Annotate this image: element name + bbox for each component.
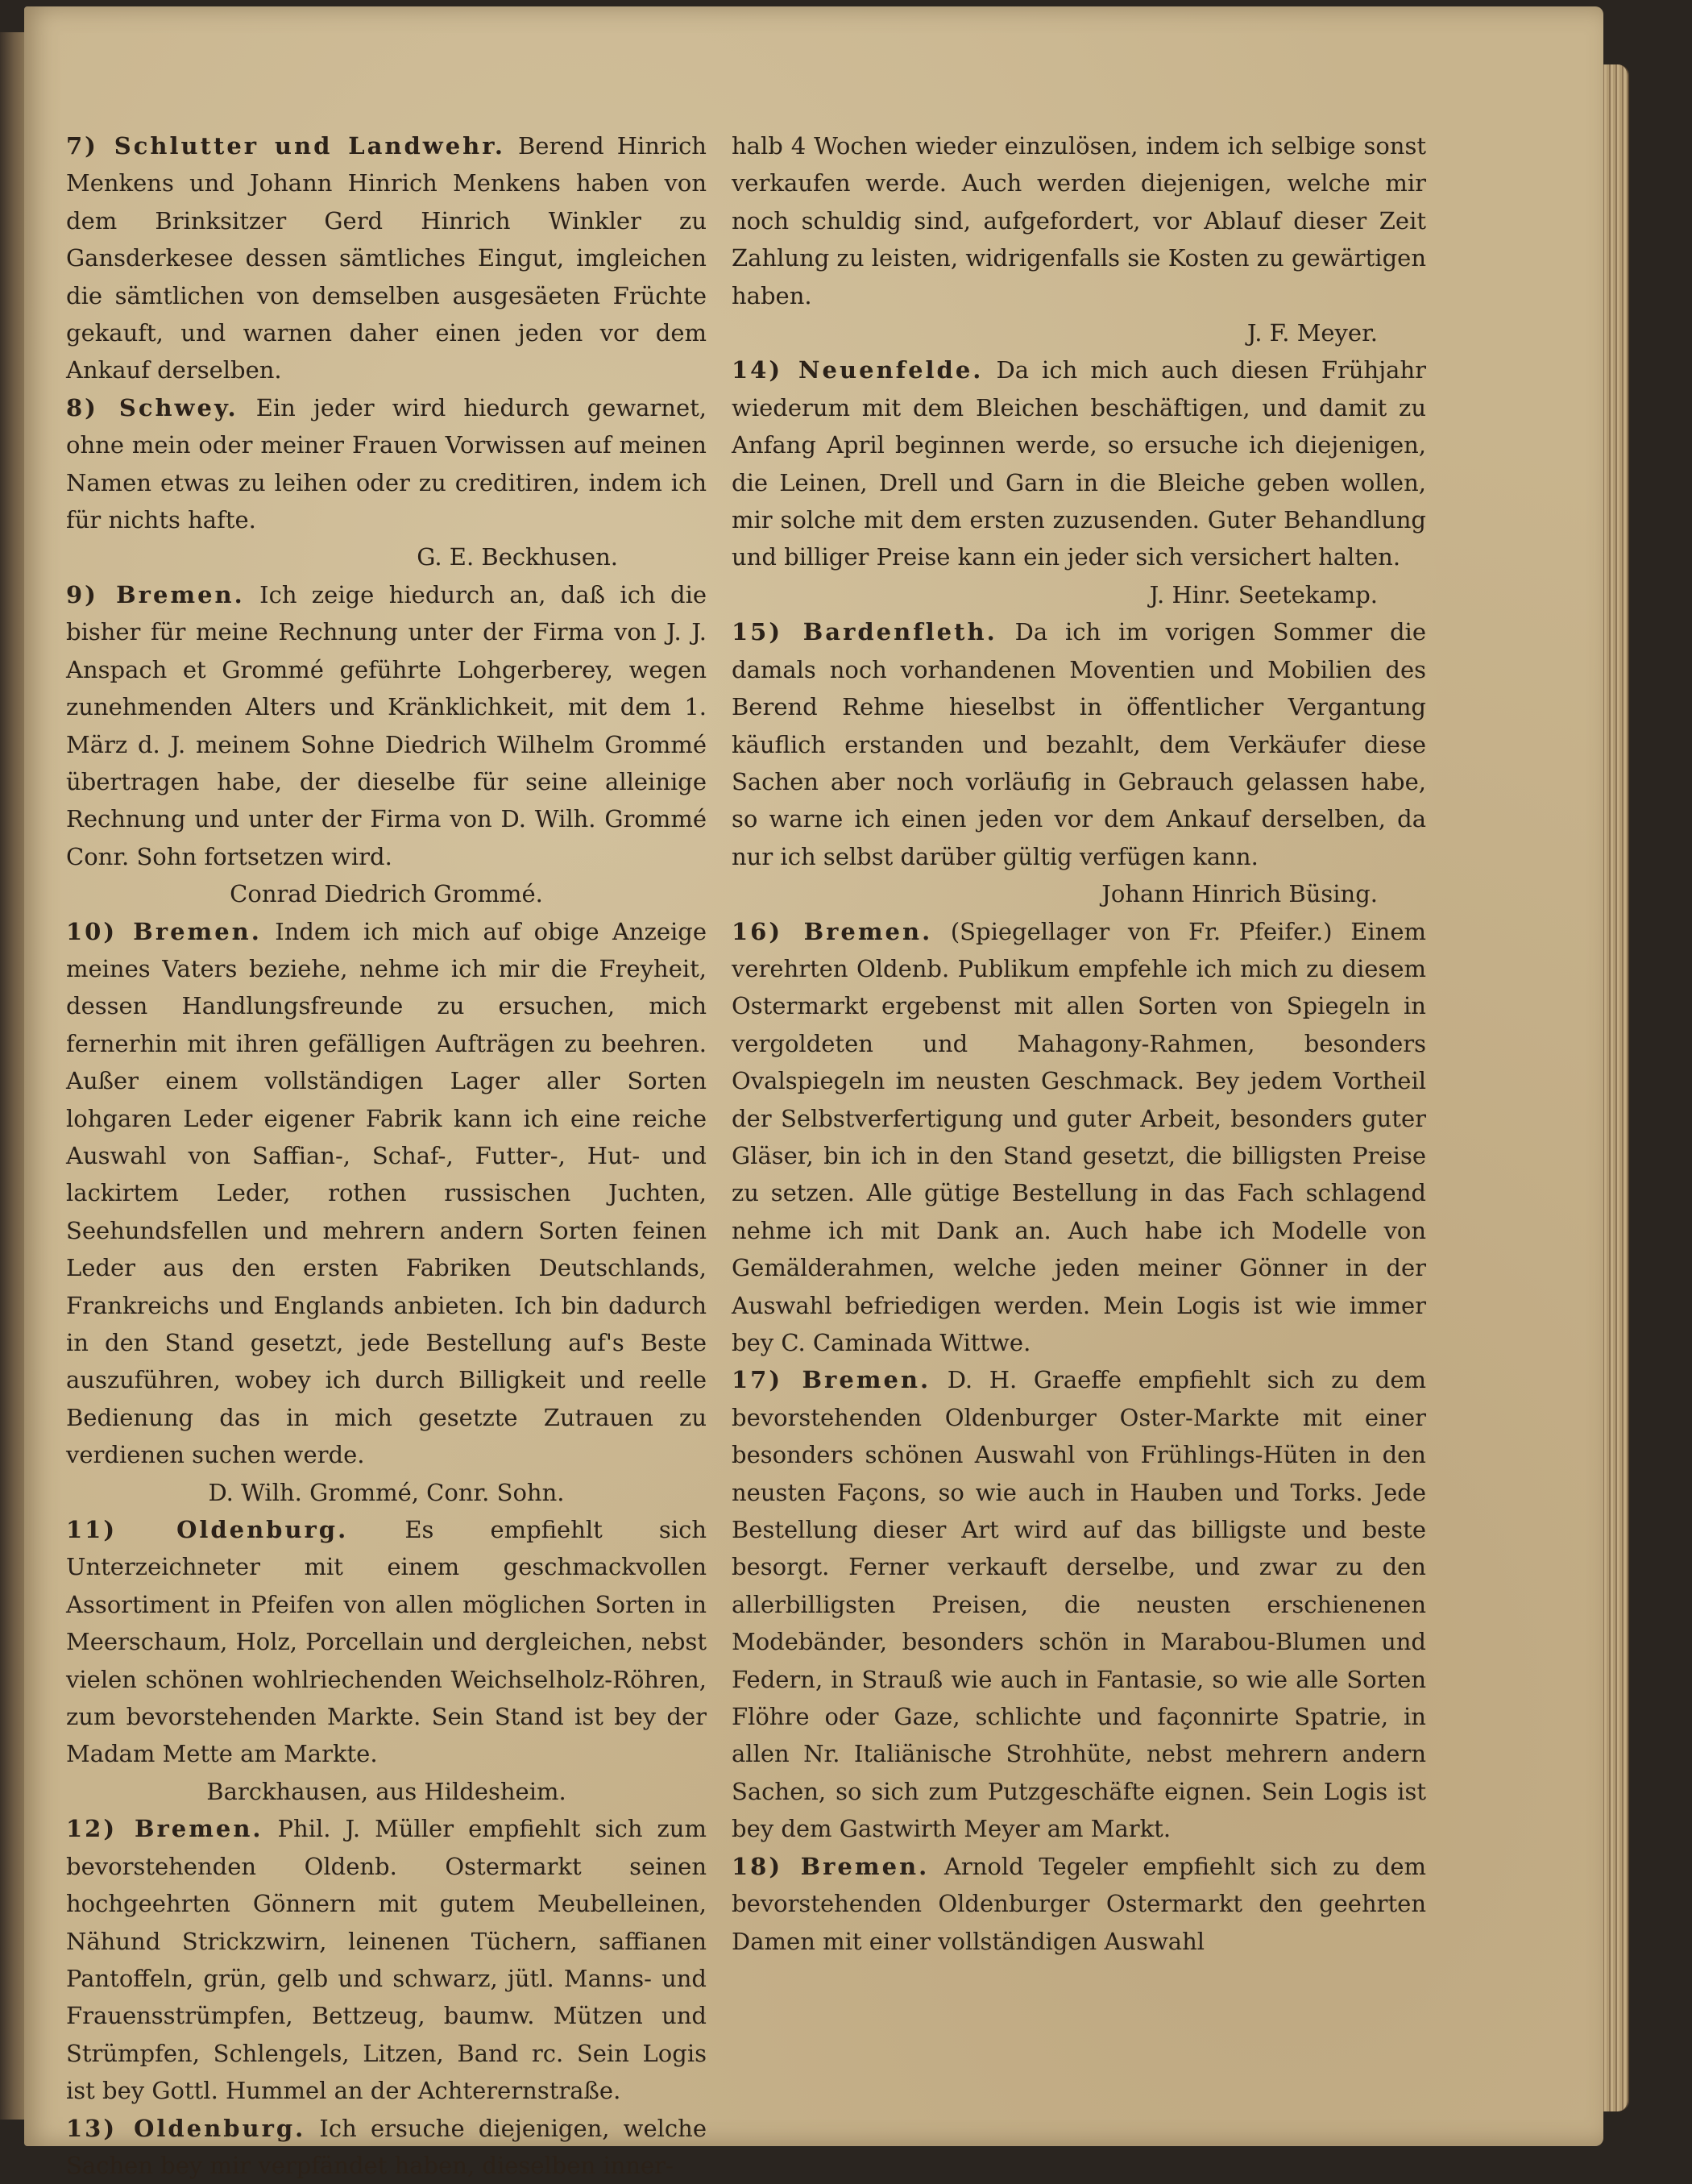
notice-7 (66, 127, 707, 389)
notice-13 (66, 2110, 707, 2184)
notice-16 (732, 913, 1426, 1362)
notice-body: D. H. Graeffe empfiehlt sich zu dem bevorstehenden Oldenburger Oster-Markte mit einer besonders schönen Auswahl von Frühlings-Hüten in den neusten Façons, so wie auch in Hauben und Torks. Jede Bestellung dieser Art wird auf das billigste und beste besorgt. Ferner verkauft derselbe, und zwar zu den allerbilligsten Preisen, die neusten erschienenen Modebänder, besonders schön in Marabou-Blumen und Federn, in Strauß wie auch in Fantasie, so wie alle Sorten Flöhre oder Gaze, schlichte und façonnirte Spatrie, in allen Nr. Italiänische Strohhüte, nebst mehrern andern Sachen, so sich zum Putzgeschäfte eignen. Sein Logis ist bey dem Gastwirth Meyer am Markt. (732, 1366, 1427, 1843)
notice-heading: 13) Oldenburg. (66, 2114, 306, 2142)
newspaper-page (24, 6, 1603, 2179)
notice-15 (732, 613, 1426, 912)
notice-heading: 11) Oldenburg. (66, 1516, 349, 1544)
notice-heading: 12) Bremen. (66, 1815, 263, 1843)
notice-11 (66, 1511, 707, 1810)
notice-8 (66, 389, 707, 576)
notice-13-continued (732, 127, 1426, 351)
notice-body: Berend Hinrich Menkens und Johann Hinrich Menkens haben von dem Brinksitzer Gerd Hinrich Winkler zu Gansderkesee dessen sämtliches Eingut, imgleichen die sämtlichen von demselben ausgesäeten Früchte gekauft, und warnen daher einen jeden vor dem Ankauf derselben. (66, 132, 707, 384)
notice-body: Ich zeige hiedurch an, daß ich die bisher für meine Rechnung unter der Firma von J. J. Anspach et Grommé geführte Lohgerberey, wegen zunehmenden Alters und Kränklichkeit, mit dem 1. März d. J. meinem Sohne Diedrich Wilhelm Grommé übertragen habe, der dieselbe für seine alleinige Rechnung und unter der Firma von D. Wilh. Grommé Conr. Sohn fortsetzen wird. (66, 580, 707, 870)
notice-signature: G. E. Beckhusen. (417, 543, 618, 571)
notice-body: halb 4 Wochen wieder einzulösen, indem ich selbige sonst verkaufen werde. Auch werden diejenigen, welche mir noch schuldig sind, aufgefordert, vor Ablauf dieser Zeit Zahlung zu leisten, widrigenfalls sie Kosten zu gewärtigen haben. (732, 132, 1426, 309)
notice-heading: 7) Schlutter und Landwehr. (66, 132, 505, 160)
notice-signature: Conrad Diedrich Grommé. (230, 880, 543, 908)
notice-heading: 8) Schwey. (66, 393, 238, 421)
notice-heading: 10) Bremen. (66, 917, 262, 945)
left-column (66, 127, 707, 2184)
notice-body: Es empfiehlt sich Unterzeichneter mit einem geschmackvollen Assortiment in Pfeifen von allen möglichen Sorten in Meerschaum, Holz, Porcellain und dergleichen, nebst vielen schönen wohlriechenden Weichselholz-Röhren, zum bevorstehenden Markte. Sein Stand ist bey der Madam Mette am Markte. (66, 1516, 707, 1768)
notice-heading: 9) Bremen. (66, 580, 245, 608)
notice-18 (732, 1848, 1426, 1960)
notice-body: Indem ich mich auf obige Anzeige meines Vaters beziehe, nehme ich mir die Freyheit, dessen Handlungsfreunde zu ersuchen, mich fernerhin mit ihren gefälligen Aufträgen zu beehren. Außer einem vollständigen Lager aller Sorten lohgaren Leder eigener Fabrik kann ich eine reiche Auswahl von Saffian-, Schaf-, Futter-, Hut- und lackirtem Leder, rothen russischen Juchten, Seehundsfellen und mehrern andern Sorten feinen Leder aus den ersten Fabriken Deutschlands, Frankreichs und Englands anbieten. Ich bin dadurch in den Stand gesetzt, jede Bestellung auf's Beste auszuführen, wobey ich durch Billigkeit und reelle Bedienung das in mich gesetzte Zutrauen zu verdienen suchen werde. (66, 917, 707, 1469)
notice-body: (Spiegellager von Fr. Pfeifer.) Einem verehrten Oldenb. Publikum empfehle ich mich zu diesem Ostermarkt ergebenst mit allen Sorten von Spiegeln in vergoldeten und Mahagony-Rahmen, besonders Ovalspiegeln im neusten Geschmack. Bey jedem Vortheil der Selbstverfertigung und guter Arbeit, besonders guter Gläser, bin ich in den Stand gesetzt, die billigsten Preise zu setzen. Alle gütige Bestellung in das Fach schlagend nehme ich mit Dank an. Auch habe ich Modelle von Gemälderahmen, welche jeden meiner Gönner in der Auswahl befriedigen werden. Mein Logis ist wie immer bey C. Caminada Wittwe. (732, 917, 1426, 1356)
notice-12 (66, 1810, 707, 2109)
notice-signature: D. Wilh. Grommé, Conr. Sohn. (208, 1478, 565, 1506)
notice-signature: Barckhausen, aus Hildesheim. (206, 1777, 566, 1805)
notice-heading: 16) Bremen. (732, 917, 933, 945)
notice-body: Phil. J. Müller empfiehlt sich zum bevorstehenden Oldenb. Ostermarkt seinen hochgeehrten Gönnern mit gutem Meubelleinen, Nähund Strickzwirn, leinenen Tüchern, saffianen Pantoffeln, grün, gelb und schwarz, jütl. Manns- und Frauensstrümpfen, Bettzeug, baumw. Mützen und Strümpfen, Schlengels, Litzen, Band rc. Sein Logis ist bey Gottl. Hummel an der Achterernstraße. (66, 1815, 707, 2105)
notice-signature: Johann Hinrich Büsing. (1101, 880, 1378, 908)
notice-signature: J. Hinr. Seetekamp. (1149, 580, 1378, 608)
notice-17 (732, 1361, 1426, 1847)
notice-body: Da ich im vorigen Sommer die damals noch vorhandenen Moventien und Mobilien des Berend Rehme hieselbst in öffentlicher Vergantung käuflich erstanden und bezahlt, dem Verkäufer diese Sachen aber noch vorläufig in Gebrauch gelassen habe, so warne ich einen jeden vor dem Ankauf derselben, da nur ich selbst darüber gültig verfügen kann. (732, 618, 1426, 870)
right-column (732, 127, 1426, 1960)
previous-page-edge (0, 32, 27, 2120)
notice-body: Da ich mich auch diesen Frühjahr wiederum mit dem Bleichen beschäftigen, und damit zu Anfang April beginnen werde, so ersuche ich diejenigen, die Leinen, Drell und Garn in die Bleiche geben wollen, mir solche mit dem ersten zuzusenden. Guter Behandlung und billiger Preise kann ein jeder sich versichert halten. (732, 356, 1426, 571)
notice-10 (66, 913, 707, 1512)
notice-heading: 17) Bremen. (732, 1366, 931, 1394)
notice-body: Ich ersuche diejenigen, welche Sachen bey mir verpfändet haben, dieselben inner- (66, 2114, 707, 2179)
notice-body: Ein jeder wird hiedurch gewarnet, ohne mein oder meiner Frauen Vorwissen auf meinen Namen etwas zu leihen oder zu creditiren, indem ich für nichts hafte. (66, 393, 707, 534)
notice-14 (732, 351, 1426, 613)
notice-heading: 14) Neuenfelde. (732, 356, 984, 384)
notice-heading: 15) Bardenfleth. (732, 618, 997, 646)
notice-9 (66, 576, 707, 913)
notice-heading: 18) Bremen. (732, 1852, 930, 1880)
notice-signature: J. F. Meyer. (1246, 319, 1378, 347)
notice-body: Arnold Tegeler empfiehlt sich zu dem bevorstehenden Oldenburger Ostermarkt den geehrten Damen mit einer vollständigen Auswahl (732, 1852, 1427, 1955)
